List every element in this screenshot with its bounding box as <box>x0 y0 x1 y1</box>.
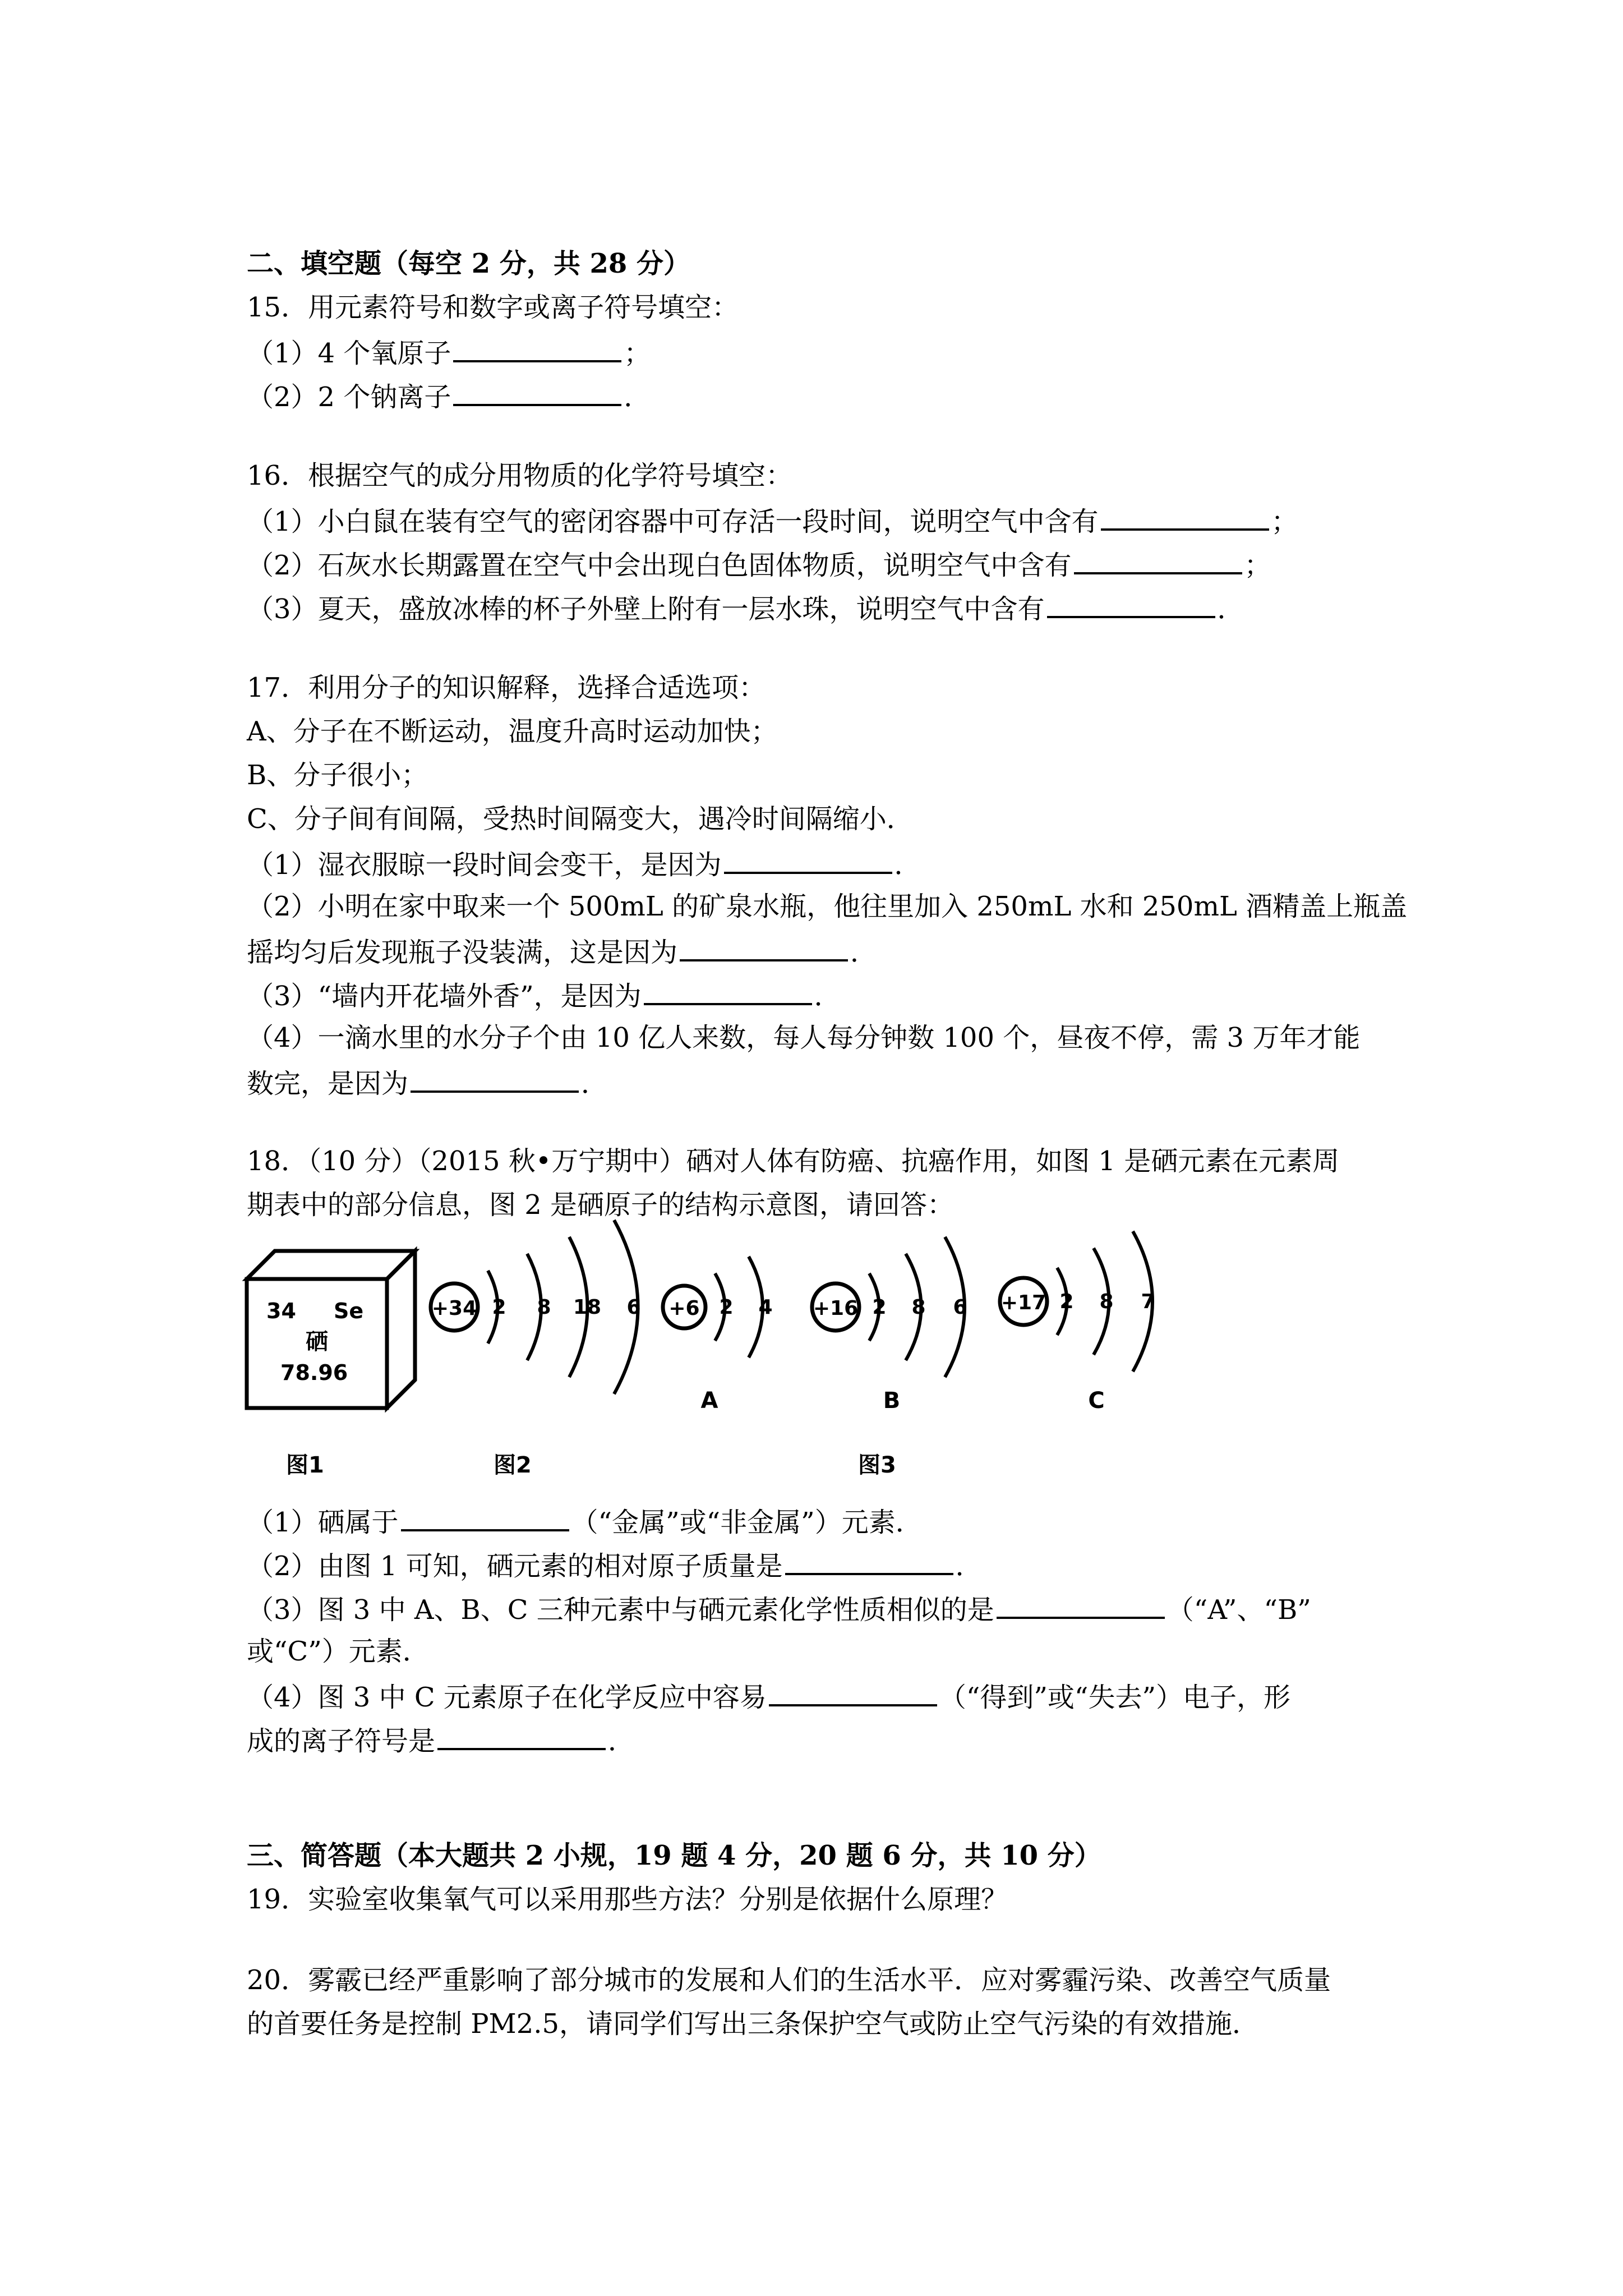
answer-blank[interactable] <box>997 1591 1165 1619</box>
answer-blank[interactable] <box>644 977 812 1005</box>
section-2-heading: 二、填空题（每空 2 分，共 28 分） <box>247 248 691 279</box>
section-3-heading: 三、简答题（本大题共 2 小规，19 题 4 分，20 题 6 分，共 10 分） <box>247 1840 1101 1871</box>
q20-line-1: 20．雾霰已经严重影响了部分城市的发展和人们的生活水平．应对雾霾污染、改善空气质量 <box>247 1964 1331 1996</box>
se-shell-2: 8 <box>537 1296 551 1319</box>
answer-blank[interactable] <box>1074 546 1242 574</box>
q17-option-b: B、分子很小； <box>247 760 428 791</box>
atom-a-shell-1: 2 <box>719 1296 734 1319</box>
atomic-mass: 78.96 <box>280 1360 348 1385</box>
atom-c-label: C <box>1088 1388 1105 1414</box>
answer-blank[interactable] <box>437 1722 606 1750</box>
se-shell-1: 2 <box>492 1296 506 1319</box>
figure-caption-1: 图1 <box>286 1452 324 1478</box>
atom-b-label: B <box>883 1388 901 1414</box>
atom-c-shell-1: 2 <box>1059 1290 1074 1313</box>
answer-blank[interactable] <box>401 1503 569 1531</box>
q16-item-3: （3）夏天，盛放冰棒的杯子外壁上附有一层水珠，说明空气中含有 ． <box>247 590 1385 626</box>
q16-item-2: （2）石灰水长期露置在空气中会出现白色固体物质，说明空气中含有 ； <box>247 546 1385 582</box>
q18-item-3-line-1: （3）图 3 中 A、B、C 三种元素中与硒元素化学性质相似的是 （“A”、“B” <box>247 1591 1385 1627</box>
q18-figure <box>241 1228 1183 1492</box>
q18-item-4-line-2: 成的离子符号是 ． <box>247 1722 1385 1758</box>
atom-b-nucleus: +16 <box>813 1297 859 1320</box>
se-nucleus: +34 <box>431 1297 477 1320</box>
atomic-number: 34 <box>266 1299 296 1323</box>
atom-a-shell-2: 4 <box>758 1296 773 1319</box>
answer-blank[interactable] <box>411 1065 579 1093</box>
q15-stem: 15．用元素符号和数字或离子符号填空： <box>247 292 739 323</box>
answer-blank[interactable] <box>724 846 892 874</box>
q20-line-2: 的首要任务是控制 PM2.5，请同学们写出三条保护空气或防止空气污染的有效措施． <box>247 2008 1260 2040</box>
q18-stem-line-1: 18．（10 分）（2015 秋•万宁期中）硒对人体有防癌、抗癌作用，如图 1 是硒元素在元素周 <box>247 1145 1340 1177</box>
q17-item-2-line-2: 摇均匀后发现瓶子没装满，这是因为 ． <box>247 933 1385 969</box>
atom-c-shell-2: 8 <box>1099 1290 1114 1313</box>
atom-a-label: A <box>700 1388 718 1414</box>
atom-c-diagram <box>1000 1231 1155 1414</box>
q18-item-1: （1）硒属于 （“金属”或“非金属”）元素． <box>247 1503 1385 1539</box>
q17-option-a: A、分子在不断运动，温度升高时运动加快； <box>247 716 778 747</box>
q17-item-4-line-2: 数完，是因为 ． <box>247 1065 1385 1101</box>
atomic-structure-diagram <box>241 1228 1183 1492</box>
q18-stem-line-2: 期表中的部分信息，图 2 是硒原子的结构示意图，请回答： <box>247 1189 955 1221</box>
atom-b-diagram <box>812 1237 967 1414</box>
answer-blank[interactable] <box>453 334 621 362</box>
element-symbol: Se <box>334 1299 364 1323</box>
se-atom-diagram <box>431 1220 641 1394</box>
atom-a-diagram <box>663 1257 773 1414</box>
answer-blank[interactable] <box>785 1547 953 1575</box>
q17-item-1: （1）湿衣服晾一段时间会变干，是因为 ． <box>247 846 1385 882</box>
q18-item-4-line-1: （4）图 3 中 C 元素原子在化学反应中容易 （“得到”或“失去”）电子，形 <box>247 1678 1385 1714</box>
q16-stem: 16．根据空气的成分用物质的化学符号填空： <box>247 460 793 491</box>
q15-item-2: （2）2 个钠离子 ． <box>247 378 1385 414</box>
atom-b-shell-3: 6 <box>953 1296 967 1319</box>
se-shell-3: 18 <box>573 1296 602 1319</box>
atom-a-nucleus: +6 <box>668 1297 700 1320</box>
q16-item-1: （1）小白鼠在装有空气的密闭容器中可存活一段时间，说明空气中含有 ； <box>247 503 1385 539</box>
q19-text: 19．实验室收集氧气可以采用那些方法？分别是依据什么原理？ <box>247 1884 1008 1915</box>
q17-item-4-line-1: （4）一滴水里的水分子个由 10 亿人来数，每人每分钟数 100 个，昼夜不停，需 3 万年才能 <box>247 1022 1361 1053</box>
q17-option-c: C、分子间有间隔，受热时间隔变大，遇冷时间隔缩小． <box>247 803 914 835</box>
atom-c-nucleus: +17 <box>1000 1291 1046 1314</box>
answer-blank[interactable] <box>453 378 621 406</box>
q15-item-1: （1）4 个氧原子 ； <box>247 334 1385 370</box>
figure-caption-3: 图3 <box>858 1452 896 1478</box>
answer-blank[interactable] <box>769 1678 937 1706</box>
atom-b-shell-2: 8 <box>911 1296 926 1319</box>
q17-item-3: （3）“墙内开花墙外香”，是因为 ． <box>247 977 1385 1013</box>
se-shell-4: 6 <box>626 1296 641 1319</box>
element-name: 硒 <box>306 1329 328 1355</box>
answer-blank[interactable] <box>1047 590 1215 618</box>
answer-blank[interactable] <box>1101 503 1269 531</box>
atom-c-shell-3: 7 <box>1141 1290 1155 1313</box>
atom-b-shell-1: 2 <box>872 1296 887 1319</box>
q17-stem: 17．利用分子的知识解释，选择合适选项： <box>247 672 766 703</box>
q17-item-2-line-1: （2）小明在家中取来一个 500mL 的矿泉水瓶，他往里加入 250mL 水和 250mL 酒精盖上瓶盖 <box>247 891 1408 922</box>
figure-caption-2: 图2 <box>494 1452 532 1478</box>
q18-item-3-line-2: 或“C”）元素． <box>247 1636 430 1667</box>
periodic-table-cell <box>247 1251 415 1408</box>
answer-blank[interactable] <box>680 933 848 961</box>
q18-item-2: （2）由图 1 可知，硒元素的相对原子质量是 ． <box>247 1547 1385 1583</box>
